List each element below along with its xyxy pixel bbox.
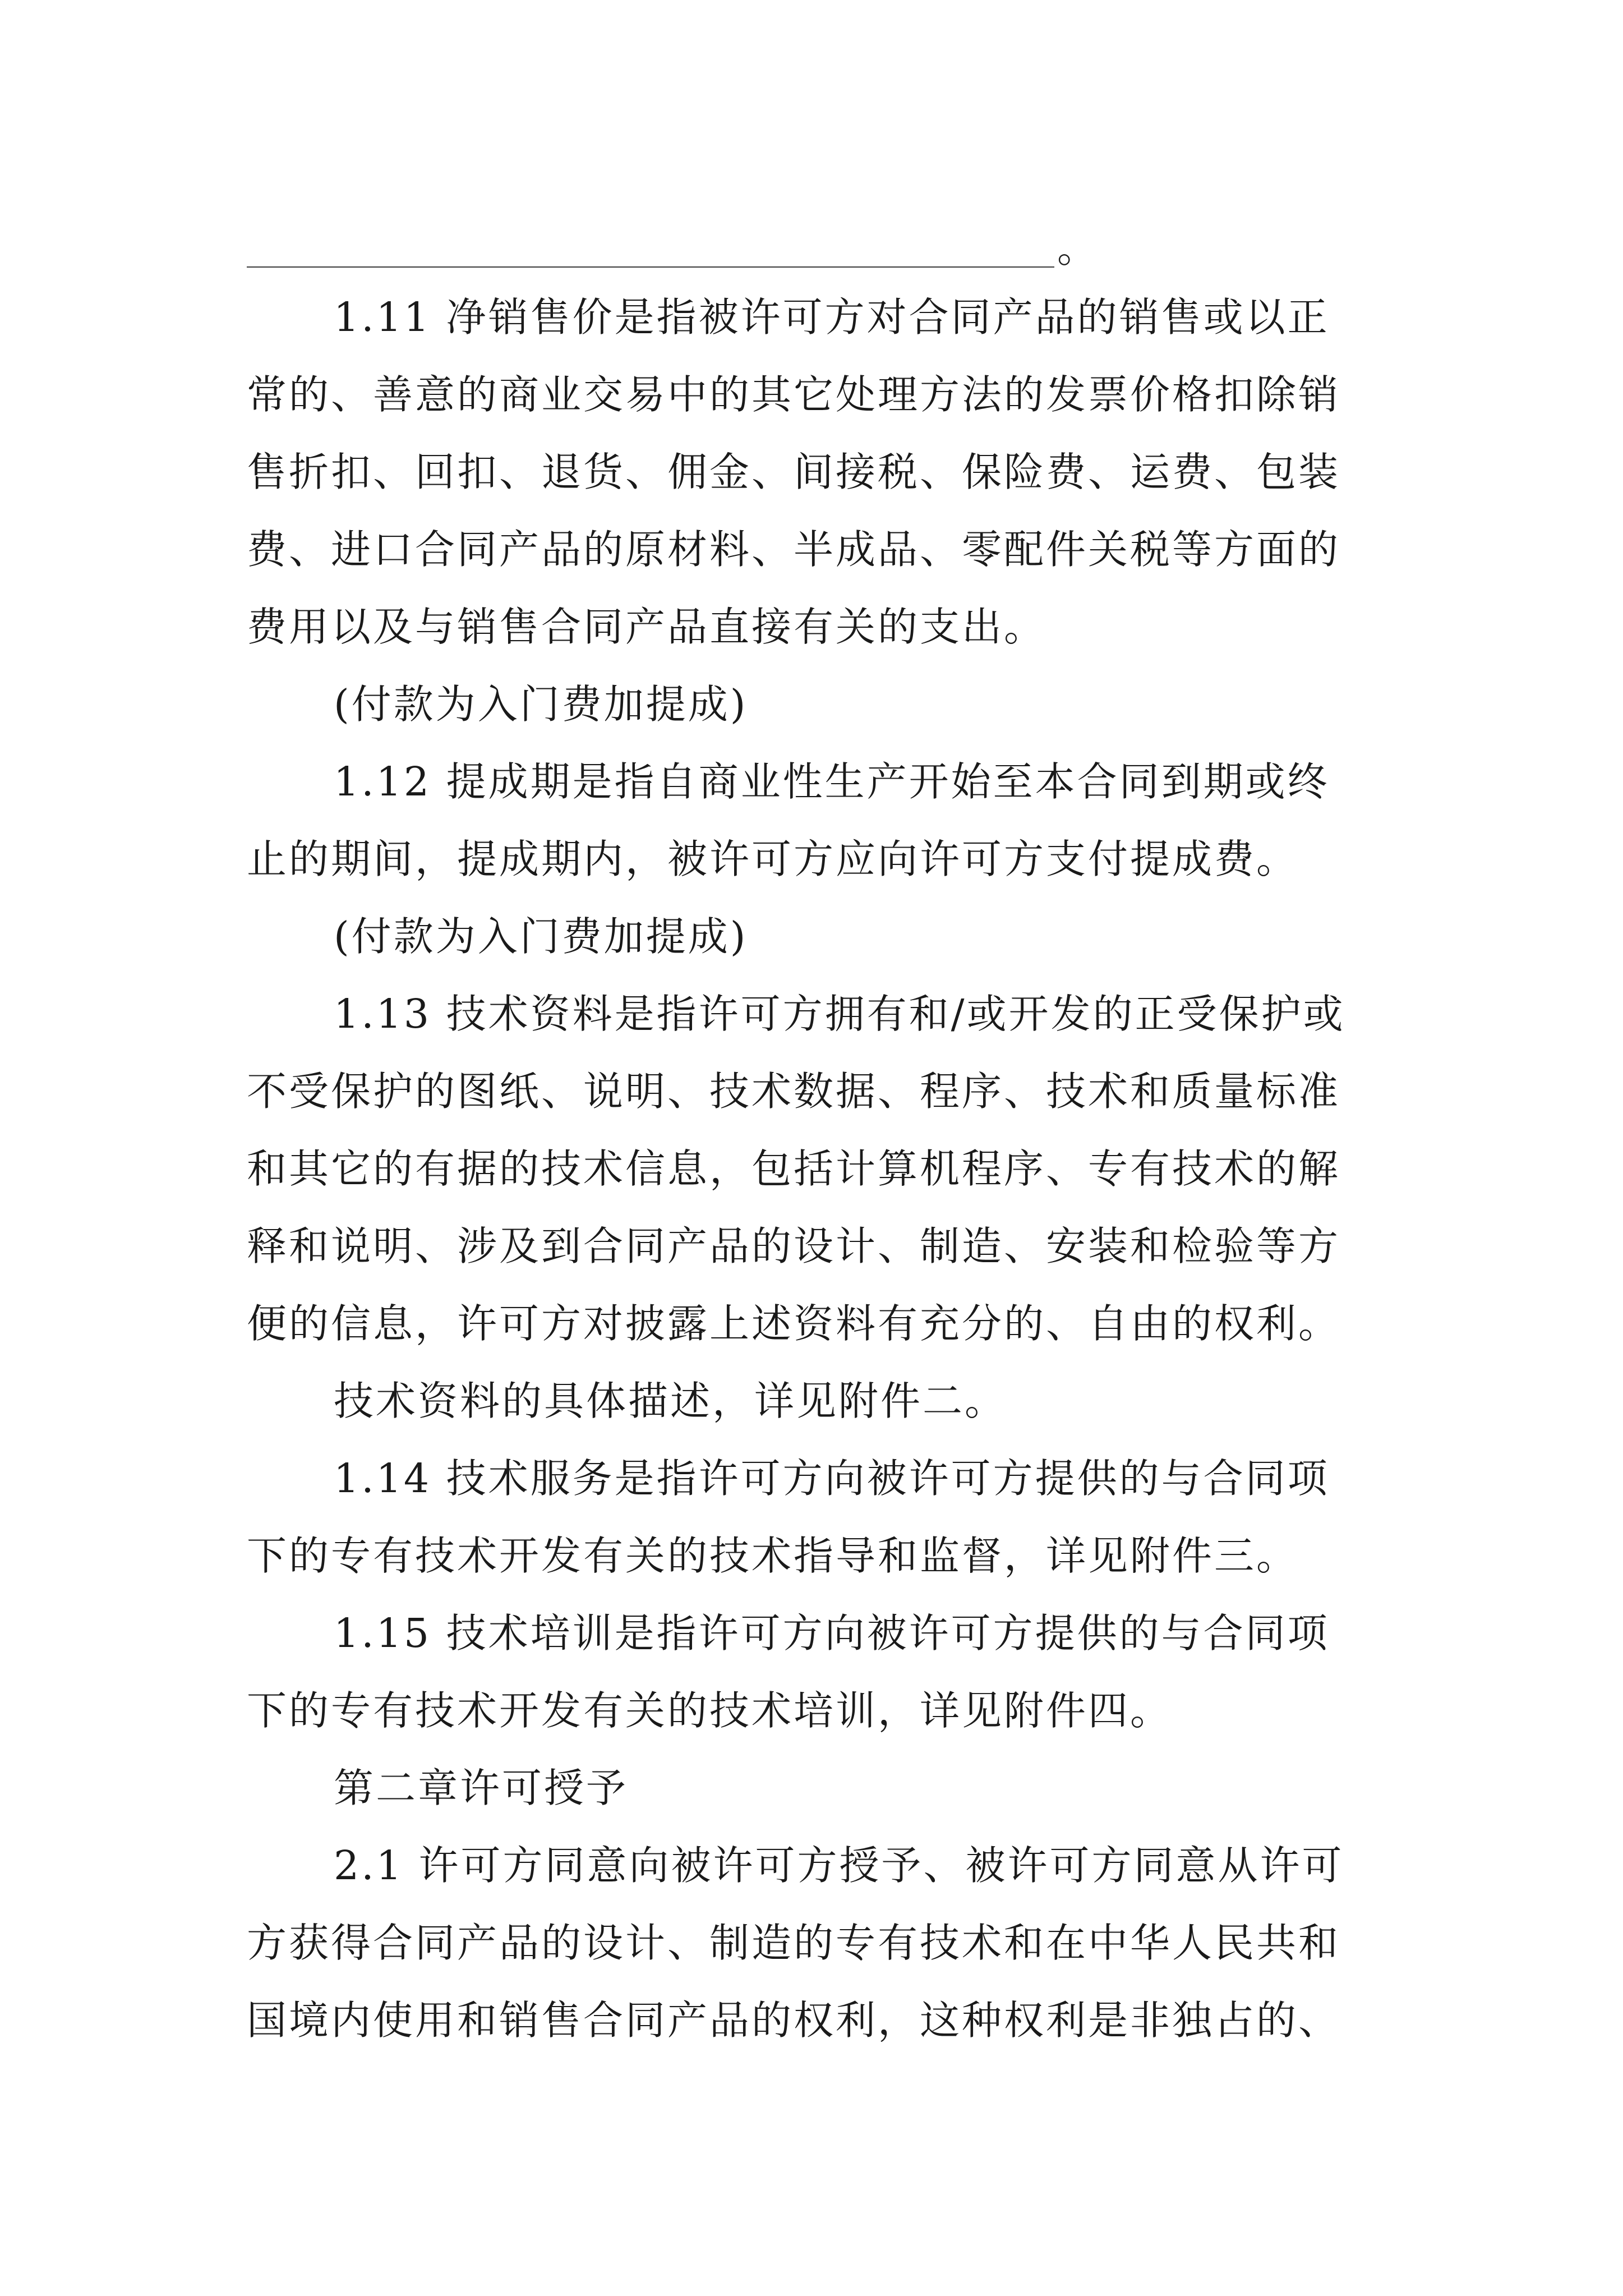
fill-in-blank-line [247, 266, 1054, 268]
text-line-5: 费用以及与销售合同产品直接有关的支出。 [247, 604, 1046, 650]
text-line-10: 1.13 技术资料是指许可方拥有和/或开发的正受保护或 [334, 991, 1345, 1037]
text-line-20: 第二章许可授予 [334, 1765, 629, 1811]
text-line-16: 1.14 技术服务是指许可方向被许可方提供的与合同项 [334, 1455, 1330, 1502]
text-line-8: 止的期间，提成期内，被许可方应向许可方支付提成费。 [247, 836, 1299, 882]
text-line-14: 便的信息，许可方对披露上述资料有充分的、自由的权利。 [247, 1300, 1341, 1347]
text-line-1: 1.11 净销售价是指被许可方对合同产品的销售或以正 [334, 294, 1330, 341]
text-line-19: 下的专有技术开发有关的技术培训，详见附件四。 [247, 1687, 1173, 1734]
text-line-2: 常的、善意的商业交易中的其它处理方法的发票价格扣除销 [247, 371, 1341, 418]
text-line-15: 技术资料的具体描述，详见附件二。 [334, 1378, 1007, 1424]
text-line-21: 2.1 许可方同意向被许可方授予、被许可方同意从许可 [334, 1842, 1344, 1889]
text-line-7: 1.12 提成期是指自商业性生产开始至本合同到期或终 [334, 758, 1330, 805]
text-line-9: (付款为入门费加提成) [334, 913, 748, 960]
fill-in-end-punctuation: 。 [1057, 226, 1096, 272]
text-line-11: 不受保护的图纸、说明、技术数据、程序、技术和质量标准 [247, 1068, 1341, 1115]
text-line-17: 下的专有技术开发有关的技术指导和监督，详见附件三。 [247, 1533, 1299, 1579]
text-line-23: 国境内使用和销售合同产品的权利，这种权利是非独占的、 [247, 1997, 1341, 2044]
text-line-18: 1.15 技术培训是指许可方向被许可方提供的与合同项 [334, 1610, 1330, 1657]
text-line-6: (付款为入门费加提成) [334, 681, 748, 728]
text-line-13: 释和说明、涉及到合同产品的设计、制造、安装和检验等方 [247, 1223, 1341, 1269]
text-line-3: 售折扣、回扣、退货、佣金、间接税、保险费、运费、包装 [247, 449, 1341, 495]
text-line-12: 和其它的有据的技术信息，包括计算机程序、专有技术的解 [247, 1145, 1341, 1192]
text-line-4: 费、进口合同产品的原材料、半成品、零配件关税等方面的 [247, 526, 1341, 573]
text-line-22: 方获得合同产品的设计、制造的专有技术和在中华人民共和 [247, 1920, 1341, 1966]
